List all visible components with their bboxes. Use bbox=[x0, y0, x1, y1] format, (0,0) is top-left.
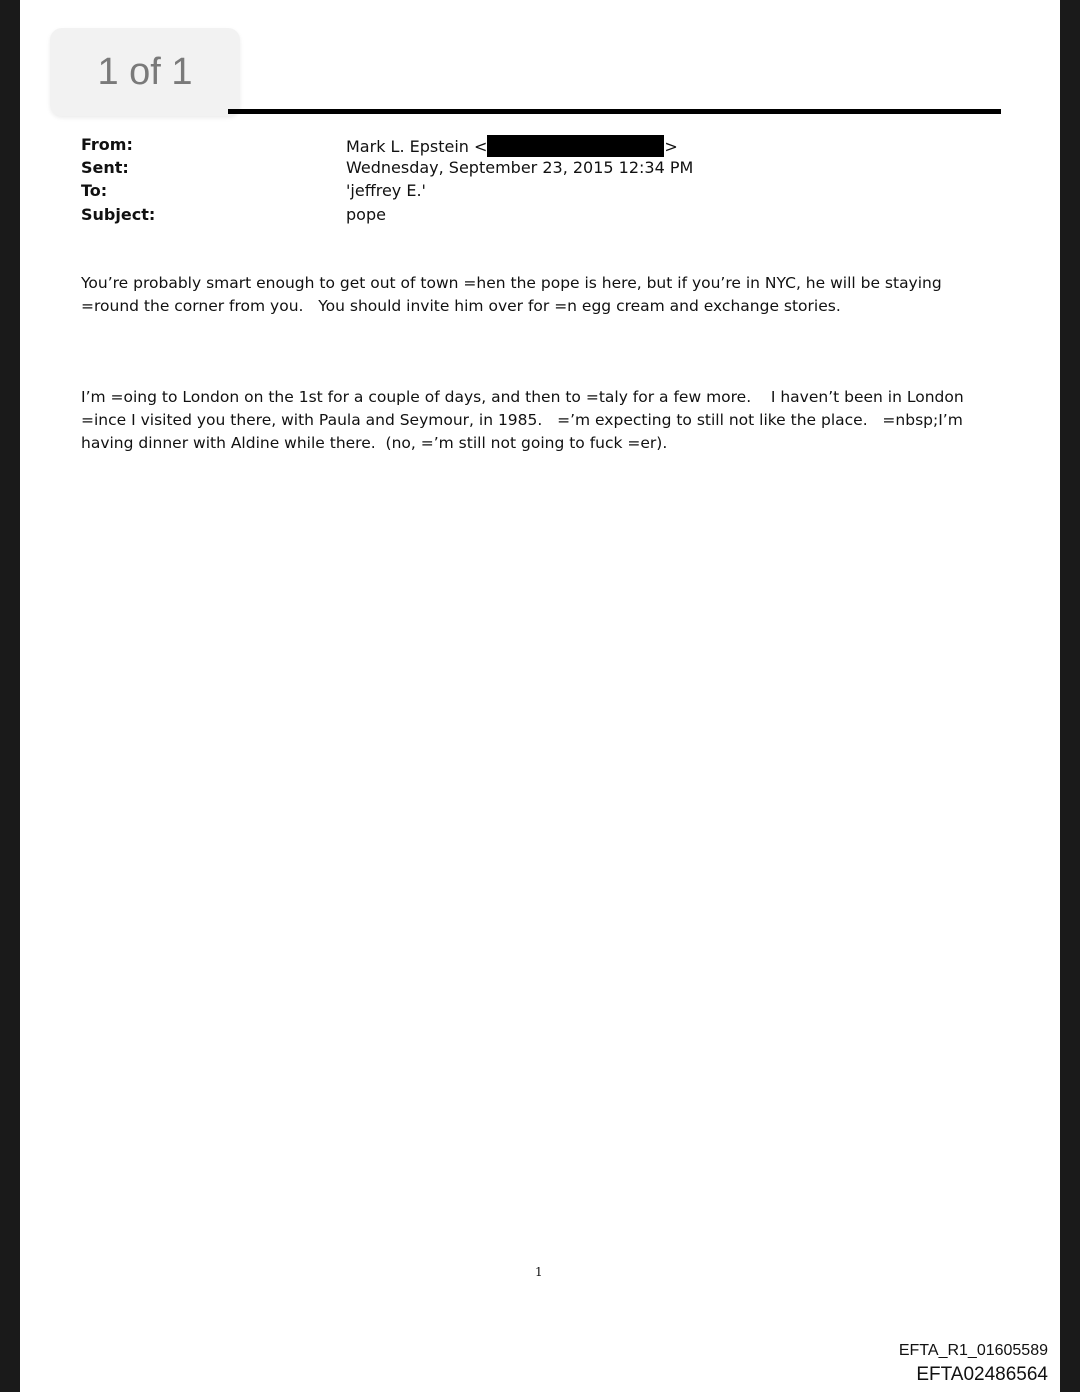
from-value-suffix: > bbox=[664, 137, 678, 156]
body-paragraph-2: I’m =oing to London on the 1st for a couple of days, and then to =taly for a few more. I haven’t been in London =ince I visited you there, with Paula and Seymour, in 1985. =’m expecting to still not like the place. =nbsp;I’m having dinner with Aldine while there. (no, =’m still not going to fuck =er). bbox=[81, 388, 969, 452]
to-value: 'jeffrey E.' bbox=[346, 181, 426, 200]
bates-number-2: EFTA02486564 bbox=[916, 1364, 1048, 1385]
page-number: 1 bbox=[535, 1265, 543, 1279]
sent-value: Wednesday, September 23, 2015 12:34 PM bbox=[346, 158, 694, 177]
page-indicator: 1 of 1 bbox=[50, 28, 240, 116]
redaction-box bbox=[487, 135, 664, 157]
from-label: From: bbox=[81, 135, 133, 154]
bates-number-1: EFTA_R1_01605589 bbox=[898, 1342, 1048, 1359]
subject-value: pope bbox=[346, 205, 386, 224]
from-value-prefix: Mark L. Epstein < bbox=[346, 137, 488, 156]
header-rule bbox=[228, 109, 1001, 114]
from-value bbox=[346, 135, 678, 157]
to-label: To: bbox=[81, 181, 108, 200]
sent-label: Sent: bbox=[81, 158, 129, 177]
body-paragraph-1: You’re probably smart enough to get out of town =hen the pope is here, but if you’re in NYC, he will be staying =round the corner from you. You should invite him over for =n egg cream and exchange stories. bbox=[81, 274, 947, 315]
document-page bbox=[20, 0, 1060, 1392]
subject-label: Subject: bbox=[81, 205, 156, 224]
